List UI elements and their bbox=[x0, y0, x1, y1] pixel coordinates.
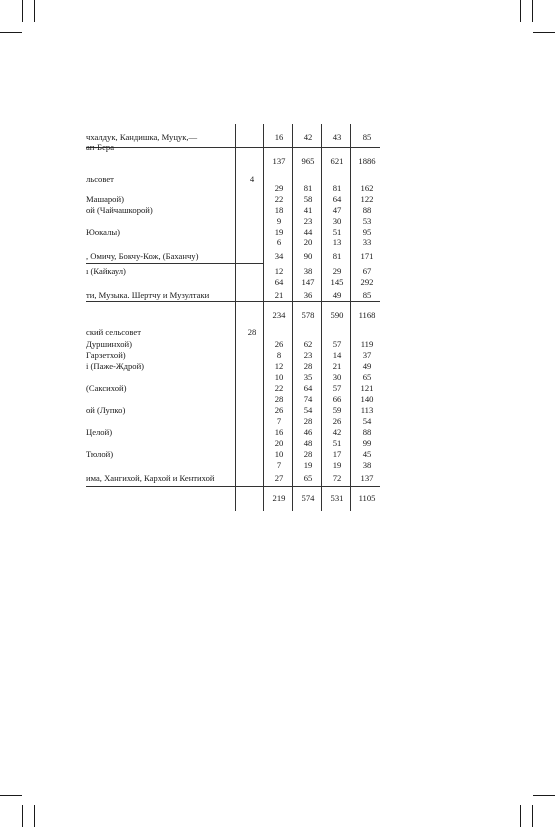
row-label: ский сельсовет bbox=[86, 327, 141, 337]
row-label: Тюлой) bbox=[86, 449, 114, 459]
cell-value: 8 bbox=[276, 350, 282, 360]
cell-value: 22 bbox=[274, 383, 284, 393]
cell-value: 54 bbox=[303, 405, 313, 415]
cell-value: 67 bbox=[362, 266, 372, 276]
row-label: , Омичу, Бокчу-Кож, (Баханчу) bbox=[86, 251, 199, 261]
cell-value: 18 bbox=[274, 205, 284, 215]
cell-value: 45 bbox=[362, 449, 372, 459]
cell-value: 57 bbox=[332, 339, 342, 349]
cell-value: 57 bbox=[332, 383, 342, 393]
cell-value: 121 bbox=[360, 383, 374, 393]
cell-value: 42 bbox=[303, 132, 313, 142]
cell-value: 16 bbox=[274, 427, 284, 437]
cell-value: 38 bbox=[362, 460, 372, 470]
cell-value: 41 bbox=[303, 205, 313, 215]
cell-value: 19 bbox=[303, 460, 313, 470]
cell-value: 113 bbox=[360, 405, 374, 415]
cell-value: 42 bbox=[332, 427, 342, 437]
cell-value: 81 bbox=[303, 183, 313, 193]
cell-value: 65 bbox=[303, 473, 313, 483]
cell-value: 21 bbox=[332, 361, 342, 371]
cell-value: 88 bbox=[362, 205, 372, 215]
row-label: ти, Музыка. Шертчу и Музултаки bbox=[86, 290, 210, 300]
cell-value: 12 bbox=[274, 266, 284, 276]
cell-value: 49 bbox=[362, 361, 372, 371]
cell-value: 85 bbox=[362, 132, 372, 142]
cell-value: 59 bbox=[332, 405, 342, 415]
cell-value: 16 bbox=[274, 132, 284, 142]
cell-value: 30 bbox=[332, 372, 342, 382]
cell-value: 26 bbox=[274, 339, 284, 349]
cell-value: 140 bbox=[360, 394, 374, 404]
cell-value: 1168 bbox=[358, 310, 376, 320]
row-mid-value: 4 bbox=[249, 174, 255, 184]
row-label: (Саксихой) bbox=[86, 383, 127, 393]
cell-value: 88 bbox=[362, 427, 372, 437]
cell-value: 64 bbox=[274, 277, 284, 287]
cell-value: 574 bbox=[301, 493, 315, 503]
cell-value: 66 bbox=[332, 394, 342, 404]
cell-value: 162 bbox=[360, 183, 374, 193]
cell-value: 19 bbox=[332, 460, 342, 470]
row-mid-value: 28 bbox=[247, 327, 257, 337]
row-label: Дуршинхой) bbox=[86, 339, 132, 349]
cell-value: 64 bbox=[332, 194, 342, 204]
cell-value: 48 bbox=[303, 438, 313, 448]
cell-value: 53 bbox=[362, 216, 372, 226]
cell-value: 1886 bbox=[358, 156, 376, 166]
cell-value: 10 bbox=[274, 449, 284, 459]
cell-value: 85 bbox=[362, 290, 372, 300]
row-label: льсовет bbox=[86, 174, 114, 184]
cell-value: 81 bbox=[332, 183, 342, 193]
cell-value: 90 bbox=[303, 251, 313, 261]
cell-value: 578 bbox=[301, 310, 315, 320]
row-label: ой (Чайчашкорой) bbox=[86, 205, 153, 215]
row-label: i (Паже-Ждрой) bbox=[86, 361, 145, 371]
cell-value: 74 bbox=[303, 394, 313, 404]
cell-value: 137 bbox=[360, 473, 374, 483]
cell-value: 119 bbox=[360, 339, 374, 349]
cell-value: 19 bbox=[274, 227, 284, 237]
cell-value: 64 bbox=[303, 383, 313, 393]
cell-value: 51 bbox=[332, 438, 342, 448]
cell-value: 72 bbox=[332, 473, 342, 483]
row-label: ı (Кайкаул) bbox=[86, 266, 126, 276]
cell-value: 171 bbox=[360, 251, 374, 261]
cell-value: 43 bbox=[332, 132, 342, 142]
cell-value: 81 bbox=[332, 251, 342, 261]
cell-value: 28 bbox=[303, 449, 313, 459]
cell-value: 965 bbox=[301, 156, 315, 166]
cell-value: 292 bbox=[360, 277, 374, 287]
row-label: чхалдук, Кандишка, Муцук,— bbox=[86, 132, 198, 142]
cell-value: 20 bbox=[303, 237, 313, 247]
cell-value: 49 bbox=[332, 290, 342, 300]
cell-value: 6 bbox=[276, 237, 282, 247]
cell-value: 29 bbox=[332, 266, 342, 276]
cell-value: 36 bbox=[303, 290, 313, 300]
cell-value: 26 bbox=[332, 416, 342, 426]
cell-value: 9 bbox=[276, 216, 282, 226]
cell-value: 621 bbox=[330, 156, 344, 166]
cell-value: 7 bbox=[276, 416, 282, 426]
cell-value: 54 bbox=[362, 416, 372, 426]
row-label: Целой) bbox=[86, 427, 113, 437]
cell-value: 30 bbox=[332, 216, 342, 226]
cell-value: 35 bbox=[303, 372, 313, 382]
cell-value: 234 bbox=[272, 310, 286, 320]
cell-value: 23 bbox=[303, 350, 313, 360]
cell-value: 14 bbox=[332, 350, 342, 360]
cell-value: 7 bbox=[276, 460, 282, 470]
cell-value: 46 bbox=[303, 427, 313, 437]
cell-value: 95 bbox=[362, 227, 372, 237]
cell-value: 145 bbox=[330, 277, 344, 287]
row-label: ой (Лупко) bbox=[86, 405, 126, 415]
cell-value: 590 bbox=[330, 310, 344, 320]
row-label: Машарой) bbox=[86, 194, 124, 204]
cell-value: 37 bbox=[362, 350, 372, 360]
cell-value: 38 bbox=[303, 266, 313, 276]
cell-value: 21 bbox=[274, 290, 284, 300]
cell-value: 28 bbox=[303, 416, 313, 426]
cell-value: 28 bbox=[303, 361, 313, 371]
cell-value: 33 bbox=[362, 237, 372, 247]
cell-value: 47 bbox=[332, 205, 342, 215]
cell-value: 13 bbox=[332, 237, 342, 247]
cell-value: 44 bbox=[303, 227, 313, 237]
row-label: има, Хангихой, Кархой и Кентихой bbox=[86, 473, 215, 483]
cell-value: 26 bbox=[274, 405, 284, 415]
row-label: Юокалы) bbox=[86, 227, 120, 237]
cell-value: 137 bbox=[272, 156, 286, 166]
cell-value: 34 bbox=[274, 251, 284, 261]
cell-value: 1105 bbox=[358, 493, 376, 503]
cell-value: 51 bbox=[332, 227, 342, 237]
cell-value: 20 bbox=[274, 438, 284, 448]
cell-value: 10 bbox=[274, 372, 284, 382]
cell-value: 219 bbox=[272, 493, 286, 503]
cell-value: 147 bbox=[301, 277, 315, 287]
cell-value: 12 bbox=[274, 361, 284, 371]
cell-value: 29 bbox=[274, 183, 284, 193]
cell-value: 65 bbox=[362, 372, 372, 382]
cell-value: 122 bbox=[360, 194, 374, 204]
row-label: ап-Бера bbox=[86, 142, 115, 152]
cell-value: 62 bbox=[303, 339, 313, 349]
cell-value: 58 bbox=[303, 194, 313, 204]
row-label: Гарзетхой) bbox=[86, 350, 126, 360]
cell-value: 28 bbox=[274, 394, 284, 404]
cell-value: 17 bbox=[332, 449, 342, 459]
cell-value: 23 bbox=[303, 216, 313, 226]
cell-value: 531 bbox=[330, 493, 344, 503]
cell-value: 22 bbox=[274, 194, 284, 204]
cell-value: 99 bbox=[362, 438, 372, 448]
cell-value: 27 bbox=[274, 473, 284, 483]
